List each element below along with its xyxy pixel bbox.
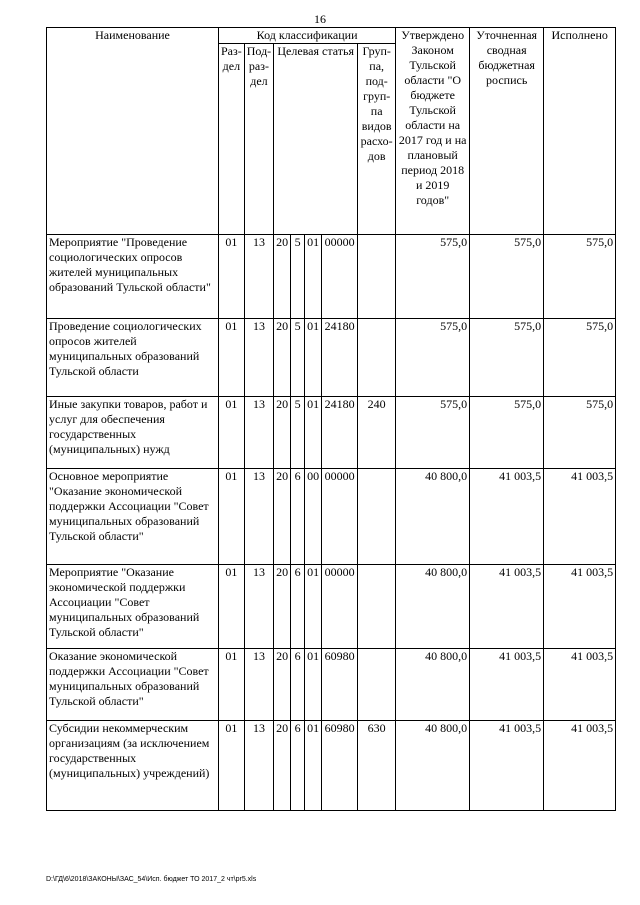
podrazdel-cell: 13: [244, 235, 273, 319]
expense-group-cell: [358, 235, 396, 319]
row-name: Мероприятие "Проведение социологических опросов жителей муниципальных образований Тульской области": [47, 235, 219, 319]
row-name: Оказание экономической поддержки Ассоциации "Совет муниципальных образований Тульской области": [47, 649, 219, 721]
target-direction-cell: 24180: [322, 319, 358, 397]
header-executed: Исполнено: [544, 28, 616, 235]
table-row: [47, 565, 616, 649]
executed-cell: 41 003,5: [544, 721, 616, 811]
executed-cell: 41 003,5: [544, 649, 616, 721]
target-subprogram-cell: 6: [291, 469, 305, 565]
target-event-cell: 01: [305, 565, 322, 649]
executed-cell: 41 003,5: [544, 565, 616, 649]
target-subprogram-cell: 6: [291, 649, 305, 721]
row-name: Основное мероприятие "Оказание экономической поддержки Ассоциации "Совет муниципальных образований Тульской области": [47, 469, 219, 565]
table-row: [47, 469, 616, 565]
expense-group-cell: [358, 649, 396, 721]
target-direction-cell: 00000: [322, 235, 358, 319]
podrazdel-cell: 13: [244, 319, 273, 397]
target-program-cell: 20: [274, 649, 291, 721]
header-section: Раз-дел: [219, 44, 245, 235]
target-program-cell: 20: [274, 721, 291, 811]
expense-group-cell: [358, 319, 396, 397]
refined-cell: 41 003,5: [470, 649, 544, 721]
expense-group-cell: 630: [358, 721, 396, 811]
podrazdel-cell: 13: [244, 397, 273, 469]
target-direction-cell: 00000: [322, 469, 358, 565]
razdel-cell: 01: [219, 319, 245, 397]
target-subprogram-cell: 5: [291, 397, 305, 469]
podrazdel-cell: 13: [244, 649, 273, 721]
refined-cell: 41 003,5: [470, 721, 544, 811]
razdel-cell: 01: [219, 235, 245, 319]
approved-cell: 575,0: [396, 235, 470, 319]
refined-cell: 575,0: [470, 235, 544, 319]
header-group: Груп-па, под-груп-па видов расхо-дов: [358, 44, 396, 235]
row-name: Субсидии некоммерческим организациям (за исключением государственных (муниципальных) учреждений): [47, 721, 219, 811]
target-program-cell: 20: [274, 469, 291, 565]
header-refined: Уточненная сводная бюджетная роспись: [470, 28, 544, 235]
razdel-cell: 01: [219, 649, 245, 721]
refined-cell: 41 003,5: [470, 565, 544, 649]
row-name: Проведение социологических опросов жителей муниципальных образований Тульской области: [47, 319, 219, 397]
podrazdel-cell: 13: [244, 469, 273, 565]
target-program-cell: 20: [274, 565, 291, 649]
row-name: Мероприятие "Оказание экономической поддержки Ассоциации "Совет муниципальных образований Тульской области": [47, 565, 219, 649]
podrazdel-cell: 13: [244, 721, 273, 811]
header-name: Наименование: [47, 28, 219, 235]
approved-cell: 575,0: [396, 397, 470, 469]
target-subprogram-cell: 6: [291, 565, 305, 649]
target-event-cell: 01: [305, 319, 322, 397]
target-event-cell: 01: [305, 721, 322, 811]
target-subprogram-cell: 6: [291, 721, 305, 811]
target-direction-cell: 24180: [322, 397, 358, 469]
target-program-cell: 20: [274, 319, 291, 397]
target-subprogram-cell: 5: [291, 235, 305, 319]
approved-cell: 40 800,0: [396, 565, 470, 649]
target-program-cell: 20: [274, 397, 291, 469]
target-event-cell: 01: [305, 235, 322, 319]
table-row: [47, 649, 616, 721]
target-event-cell: 01: [305, 649, 322, 721]
razdel-cell: 01: [219, 721, 245, 811]
header-subsection: Под-раз-дел: [244, 44, 273, 235]
podrazdel-cell: 13: [244, 565, 273, 649]
page-number: 16: [314, 12, 326, 26]
table-row: [47, 319, 616, 397]
header-approved: Утверждено Законом Тульской области "О бюджете Тульской области на 2017 год и на плановый период 2018 и 2019 годов": [396, 28, 470, 235]
header-code: Код классификации: [219, 28, 396, 44]
approved-cell: 40 800,0: [396, 721, 470, 811]
expense-group-cell: [358, 469, 396, 565]
footer-file-path: D:\ГД\6\2018\ЗАКОНЫ\ЗАС_54\Исп. бюджет ТО 2017_2 чт\pr5.xls: [46, 876, 257, 883]
target-event-cell: 01: [305, 397, 322, 469]
expense-group-cell: [358, 565, 396, 649]
table-row: [47, 397, 616, 469]
target-direction-cell: 60980: [322, 721, 358, 811]
target-subprogram-cell: 5: [291, 319, 305, 397]
executed-cell: 575,0: [544, 319, 616, 397]
refined-cell: 41 003,5: [470, 469, 544, 565]
executed-cell: 575,0: [544, 397, 616, 469]
budget-table: [46, 27, 616, 811]
approved-cell: 40 800,0: [396, 469, 470, 565]
header-target: Целевая статья: [274, 44, 358, 235]
table-row: [47, 721, 616, 811]
approved-cell: 40 800,0: [396, 649, 470, 721]
target-event-cell: 00: [305, 469, 322, 565]
executed-cell: 575,0: [544, 235, 616, 319]
target-program-cell: 20: [274, 235, 291, 319]
executed-cell: 41 003,5: [544, 469, 616, 565]
target-direction-cell: 60980: [322, 649, 358, 721]
table-row: [47, 235, 616, 319]
refined-cell: 575,0: [470, 397, 544, 469]
refined-cell: 575,0: [470, 319, 544, 397]
row-name: Иные закупки товаров, работ и услуг для обеспечения государственных (муниципальных) нужд: [47, 397, 219, 469]
expense-group-cell: 240: [358, 397, 396, 469]
razdel-cell: 01: [219, 565, 245, 649]
target-direction-cell: 00000: [322, 565, 358, 649]
razdel-cell: 01: [219, 469, 245, 565]
approved-cell: 575,0: [396, 319, 470, 397]
razdel-cell: 01: [219, 397, 245, 469]
